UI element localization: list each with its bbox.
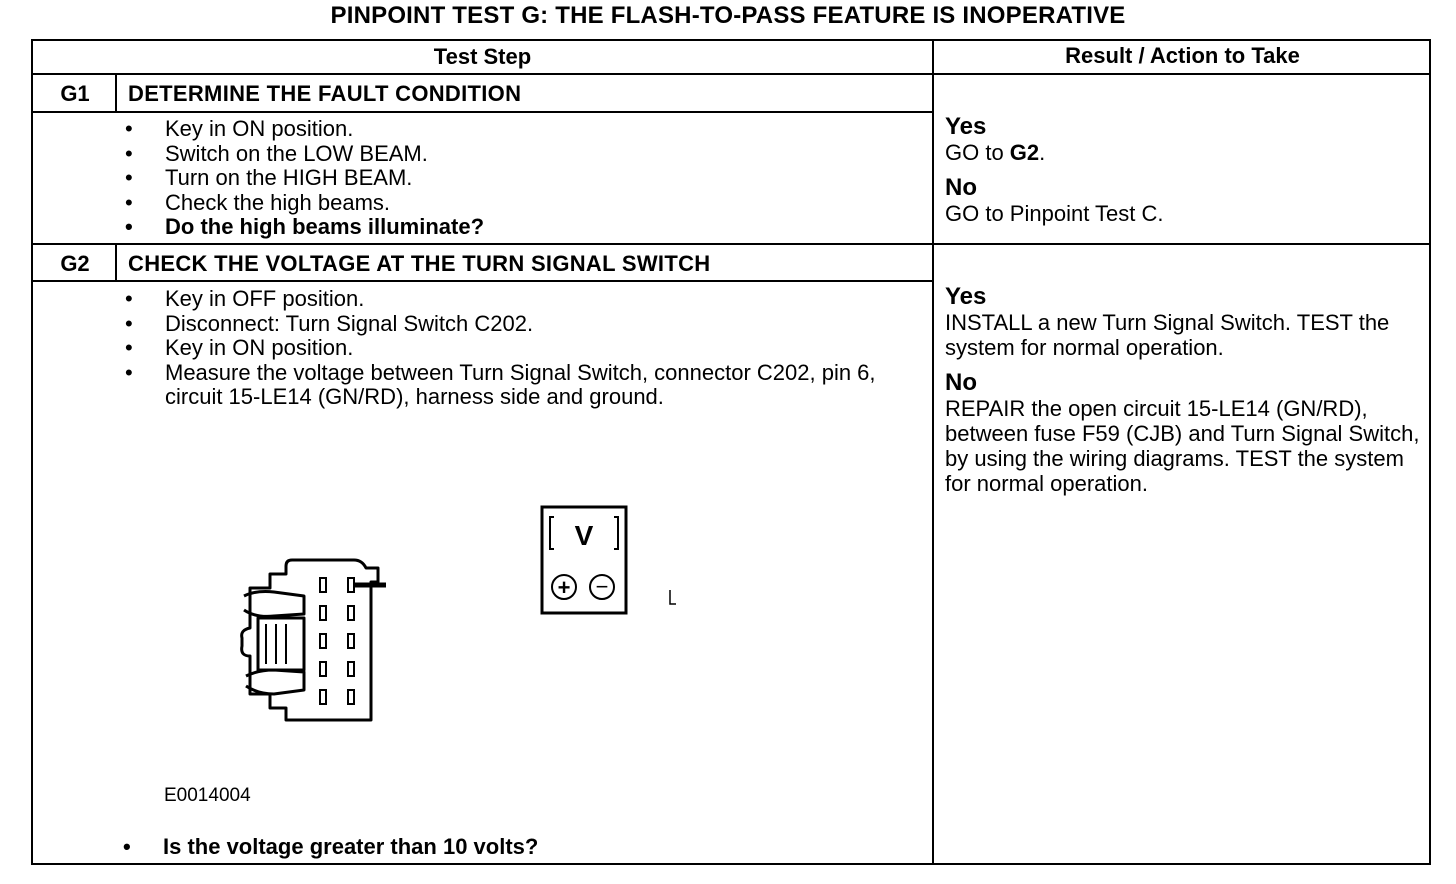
g1-title-divider bbox=[31, 111, 934, 113]
list-item: • Switch on the LOW BEAM. bbox=[125, 142, 905, 167]
g1-step-id: G1 bbox=[60, 81, 90, 106]
g1-yes-action: GO to G2. bbox=[945, 140, 1046, 165]
g2-step-list bbox=[125, 287, 905, 410]
list-item: • Turn on the HIGH BEAM. bbox=[125, 166, 905, 191]
g2-no-label: No bbox=[945, 369, 977, 396]
list-item: • Key in ON position. bbox=[125, 336, 905, 361]
connector-illustration bbox=[236, 552, 396, 732]
g1-question: • Do the high beams illuminate? bbox=[125, 215, 905, 240]
g2-question: • Is the voltage greater than 10 volts? bbox=[123, 834, 539, 859]
minus-terminal-icon: − bbox=[595, 574, 609, 599]
meter-display-label: V bbox=[574, 520, 594, 551]
g2-yes-label: Yes bbox=[945, 283, 987, 310]
page-title: PINPOINT TEST G: THE FLASH-TO-PASS FEATURE IS INOPERATIVE bbox=[330, 2, 1126, 29]
header-divider bbox=[31, 73, 1431, 75]
column-divider bbox=[932, 39, 934, 865]
list-item: • Key in OFF position. bbox=[125, 287, 905, 312]
g1-yes-label: Yes bbox=[945, 113, 987, 140]
ground-probe-mark bbox=[664, 588, 684, 610]
g1-no-action: GO to Pinpoint Test C. bbox=[945, 201, 1164, 226]
result-header: Result / Action to Take bbox=[1065, 43, 1300, 68]
g2-title-divider bbox=[31, 280, 934, 282]
g2-step-title: CHECK THE VOLTAGE AT THE TURN SIGNAL SWITCH bbox=[128, 251, 711, 276]
g2-no-action: REPAIR the open circuit 15-LE14 (GN/RD), between fuse F59 (CJB) and Turn Signal Switch, by using the wiring diagrams. TEST the system for normal operation. bbox=[945, 396, 1420, 496]
g2-yes-action: INSTALL a new Turn Signal Switch. TEST the system for normal operation. bbox=[945, 310, 1390, 360]
g2-step-id: G2 bbox=[60, 251, 90, 276]
list-item: • Disconnect: Turn Signal Switch C202. bbox=[125, 312, 905, 337]
list-item: • Check the high beams. bbox=[125, 191, 905, 216]
figure-caption: E0014004 bbox=[164, 785, 251, 806]
g1-no-label: No bbox=[945, 174, 977, 201]
list-item: • Measure the voltage between Turn Signal Switch, connector C202, pin 6, circuit 15-LE14 (GN/RD), harness side and ground. bbox=[125, 361, 905, 410]
voltmeter-illustration bbox=[538, 503, 638, 618]
g1-g2-divider bbox=[31, 243, 1431, 245]
plus-terminal-icon: + bbox=[557, 575, 571, 600]
test-step-header: Test Step bbox=[433, 44, 532, 69]
g1-step-title: DETERMINE THE FAULT CONDITION bbox=[128, 81, 522, 106]
g1-step-list bbox=[125, 117, 905, 240]
g1-yes-target: G2 bbox=[1009, 140, 1040, 165]
g1-result bbox=[945, 114, 1425, 236]
list-item: • Key in ON position. bbox=[125, 117, 905, 142]
g2-result bbox=[945, 284, 1427, 506]
